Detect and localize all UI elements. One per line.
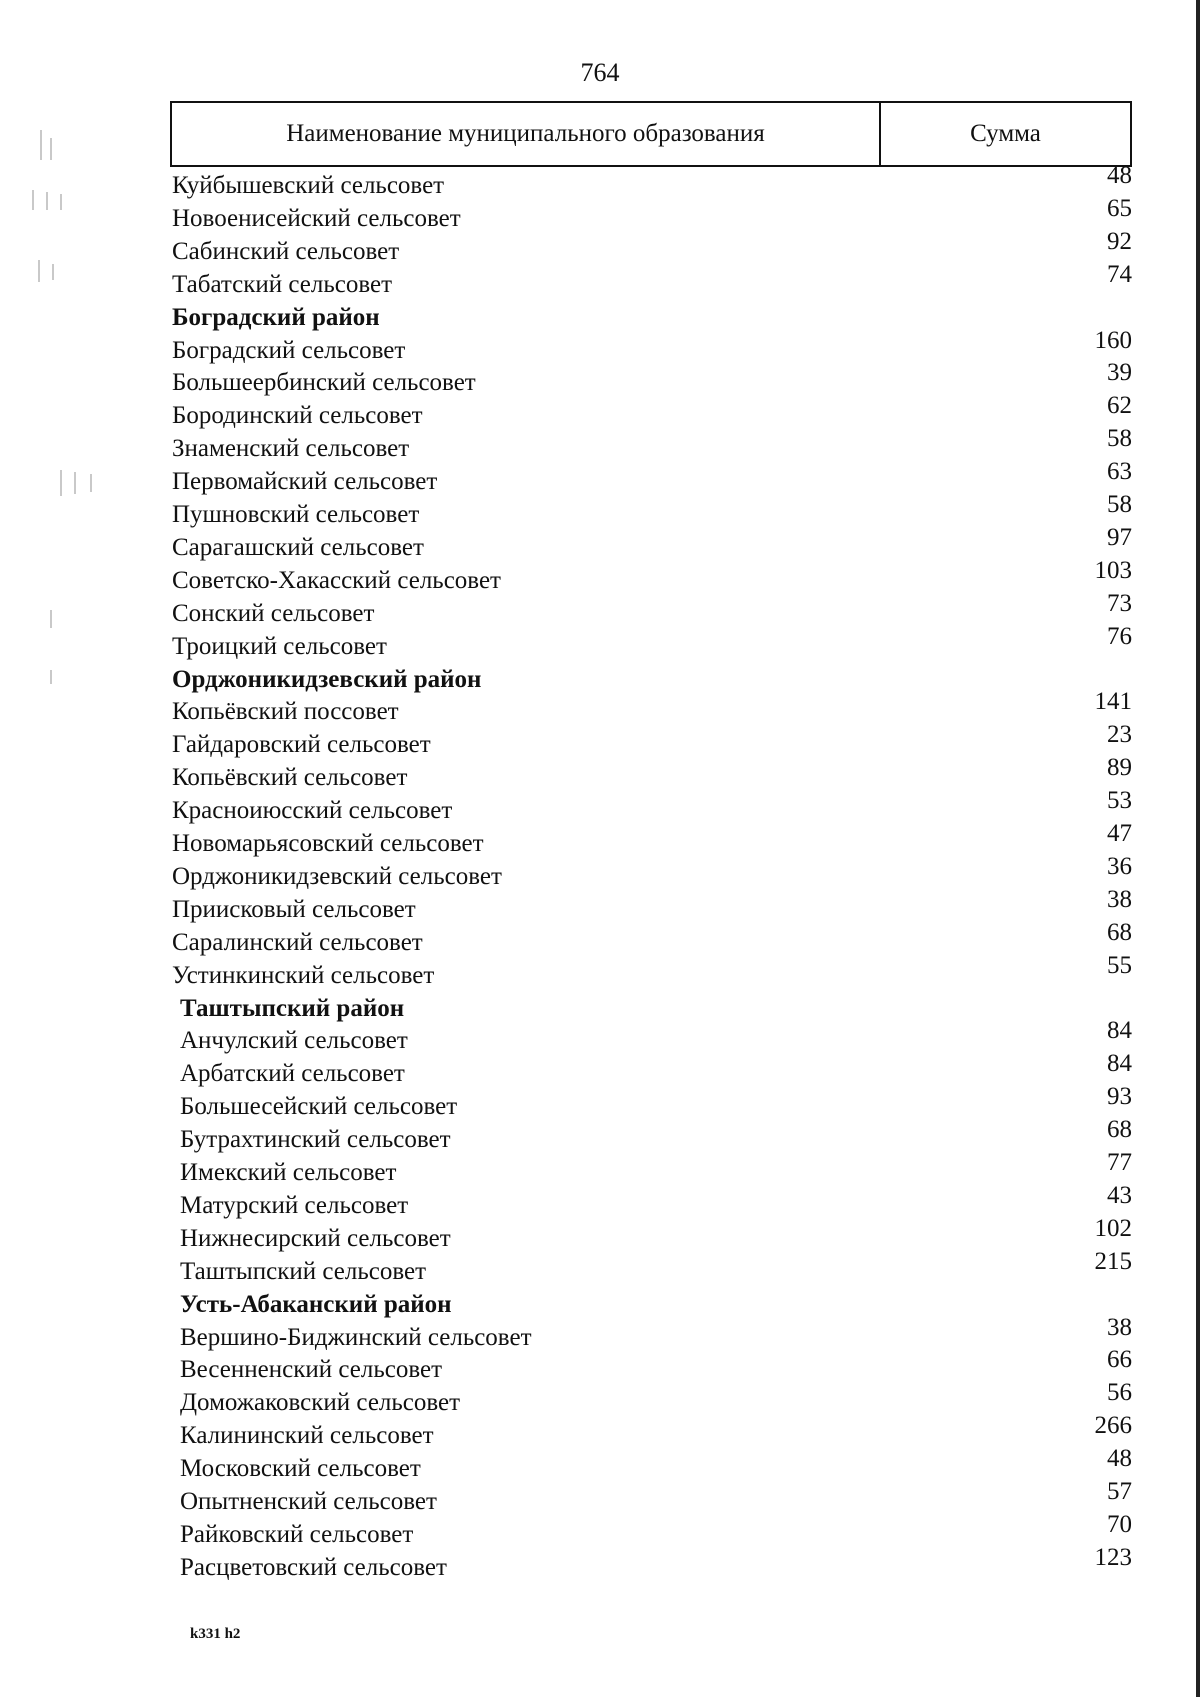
table-row (0, 523, 1200, 566)
amount-value: 58 (1107, 491, 1132, 518)
amount-value: 38 (1107, 885, 1132, 913)
amount-value: 70 (1107, 1510, 1132, 1538)
table-row (0, 326, 1200, 369)
municipality-name: Советско-Хакасский сельсовет (172, 566, 501, 594)
amount-value: 74 (1107, 260, 1132, 288)
table-row (0, 951, 1200, 994)
amount-value: 23 (1107, 721, 1132, 749)
amount-value: 215 (1094, 1247, 1132, 1275)
municipality-name: Красноиюсский сельсовет (172, 797, 453, 825)
table-row (0, 1149, 1200, 1191)
municipality-name: Копьёвский поссовет (172, 698, 399, 726)
municipality-name: Сонский сельсовет (172, 599, 375, 627)
amount-value: 47 (1107, 820, 1132, 847)
municipality-name: Новомарьясовский сельсовет (172, 830, 484, 857)
table-row (0, 1543, 1200, 1586)
column-header-name: Наименование муниципального образования (172, 103, 881, 165)
amount-value: 62 (1107, 392, 1132, 420)
amount-value: 68 (1107, 1116, 1132, 1144)
table-row (0, 918, 1200, 961)
municipality-name: Первомайский сельсовет (172, 468, 438, 496)
table-row (0, 589, 1200, 632)
municipality-name: Саралинский сельсовет (172, 928, 423, 956)
amount-value: 93 (1107, 1083, 1132, 1111)
amount-value: 266 (1094, 1412, 1132, 1440)
municipality-name: Устинкинский сельсовет (172, 961, 435, 989)
table-row (0, 425, 1200, 467)
municipality-name: Большесейский сельсовет (180, 1093, 458, 1121)
table-row (0, 1445, 1200, 1487)
municipality-name: Арбатский сельсовет (180, 1060, 405, 1088)
table-row (0, 622, 1200, 665)
municipality-name: Боградский сельсовет (172, 336, 406, 364)
municipality-name: Бородинский сельсовет (172, 402, 423, 430)
municipality-name: Знаменский сельсовет (172, 435, 410, 463)
amount-value: 38 (1107, 1313, 1132, 1341)
table-row (0, 1116, 1200, 1158)
municipality-name: Пушновский сельсовет (172, 501, 420, 528)
amount-value: 73 (1107, 589, 1132, 617)
amount-value: 141 (1094, 688, 1132, 716)
amount-value: 63 (1107, 458, 1132, 486)
municipality-name: Опытненский сельсовет (180, 1488, 437, 1515)
municipality-name: Троицкий сельсовет (172, 632, 387, 660)
table-row (0, 1181, 1200, 1224)
municipality-name: Сабинский сельсовет (172, 237, 400, 265)
municipality-name: Матурский сельсовет (180, 1191, 409, 1219)
municipality-name: Большеербинский сельсовет (172, 369, 476, 397)
table-row (0, 852, 1200, 895)
table-row (0, 1412, 1200, 1454)
table-row (0, 688, 1200, 730)
district-heading-row (0, 303, 1200, 336)
amount-value: 66 (1107, 1346, 1132, 1374)
district-heading-row (0, 994, 1200, 1027)
table-row (0, 1017, 1200, 1059)
municipality-name: Анчулский сельсовет (180, 1027, 408, 1055)
amount-value: 68 (1107, 918, 1132, 946)
table-header (170, 101, 1132, 167)
district-heading-row (0, 1290, 1200, 1323)
amount-value: 57 (1107, 1478, 1132, 1505)
municipality-name: Вершино-Биджинский сельсовет (180, 1323, 532, 1351)
table-row (0, 1083, 1200, 1125)
table-row (0, 359, 1200, 401)
municipality-name: Табатский сельсовет (172, 270, 393, 298)
amount-value: 48 (1107, 1445, 1132, 1473)
amount-value: 84 (1107, 1017, 1132, 1045)
municipality-name: Московский сельсовет (180, 1455, 421, 1483)
municipality-name: Бутрахтинский сельсовет (180, 1126, 451, 1154)
amount-value: 48 (1107, 162, 1132, 189)
amount-value: 84 (1107, 1050, 1132, 1078)
table-row (0, 787, 1200, 829)
amount-value: 103 (1094, 556, 1132, 584)
table-row (0, 491, 1200, 533)
table-row (0, 1050, 1200, 1092)
table-row (0, 260, 1200, 303)
municipality-name: Приисковый сельсовет (172, 895, 416, 923)
municipality-name: Весенненский сельсовет (180, 1356, 443, 1384)
amount-value: 55 (1107, 951, 1132, 979)
amount-value: 53 (1107, 787, 1132, 815)
amount-value: 77 (1107, 1149, 1132, 1176)
municipality-name: Куйбышевский сельсовет (172, 172, 445, 199)
table-row (0, 1214, 1200, 1257)
amount-value: 123 (1094, 1543, 1132, 1571)
table-row (0, 1478, 1200, 1520)
amount-value: 97 (1107, 523, 1132, 551)
amount-value: 36 (1107, 852, 1132, 880)
municipality-name: Орджоникидзевский сельсовет (172, 862, 502, 890)
table-row (0, 1379, 1200, 1421)
district-name: Боградский район (172, 303, 380, 331)
table-row (0, 162, 1200, 204)
amount-value: 160 (1094, 326, 1132, 354)
footer-code: k331 h2 (190, 1626, 241, 1642)
table-row (0, 721, 1200, 763)
amount-value: 92 (1107, 227, 1132, 255)
page-number: 764 (580, 58, 620, 87)
column-header-sum: Сумма (970, 120, 1041, 147)
amount-value: 89 (1107, 754, 1132, 782)
amount-value: 65 (1107, 194, 1132, 222)
table-row (0, 1346, 1200, 1388)
district-name: Таштыпский район (180, 994, 405, 1022)
municipality-name: Расцветовский сельсовет (180, 1553, 447, 1581)
municipality-name: Таштыпский сельсовет (180, 1257, 426, 1285)
amount-value: 76 (1107, 622, 1132, 650)
municipality-name: Копьёвский сельсовет (172, 764, 408, 792)
municipality-name: Райковский сельсовет (180, 1520, 414, 1548)
district-heading-row (0, 665, 1200, 698)
table-row (0, 1510, 1200, 1553)
amount-value: 58 (1107, 425, 1132, 453)
municipality-name: Гайдаровский сельсовет (172, 731, 431, 759)
table-row (0, 820, 1200, 862)
table-row (0, 227, 1200, 270)
municipality-name: Имекский сельсовет (180, 1159, 397, 1186)
table-row (0, 885, 1200, 928)
municipality-name: Сарагашский сельсовет (172, 533, 424, 561)
municipality-name: Новоенисейский сельсовет (172, 204, 461, 232)
table-row (0, 556, 1200, 599)
amount-value: 56 (1107, 1379, 1132, 1407)
table-row (0, 1247, 1200, 1290)
district-name: Усть-Абаканский район (180, 1290, 452, 1318)
table-row (0, 194, 1200, 237)
table-row (0, 754, 1200, 796)
municipality-name: Нижнесирский сельсовет (180, 1224, 451, 1252)
table-row (0, 458, 1200, 500)
table-row (0, 392, 1200, 434)
municipality-name: Доможаковский сельсовет (180, 1389, 461, 1417)
amount-value: 102 (1094, 1214, 1132, 1242)
table-row (0, 1313, 1200, 1356)
amount-value: 39 (1107, 359, 1132, 387)
district-name: Орджоникидзевский район (172, 665, 482, 693)
municipality-name: Калининский сельсовет (180, 1422, 434, 1450)
amount-value: 43 (1107, 1181, 1132, 1209)
